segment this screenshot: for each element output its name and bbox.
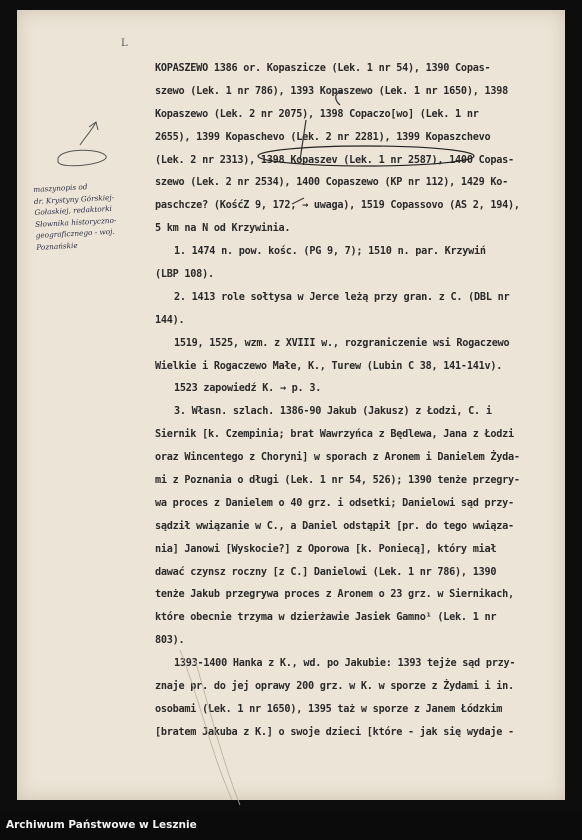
typed-line: (LBP 108). [155,269,214,281]
typewritten-text [155,58,563,745]
handnote-line: maszynopis od [33,182,88,194]
typed-line: Kopaszewo (Lek. 2 nr 2075), 1398 Copaczo[wo] (Lek. 1 nr [155,108,479,120]
typed-line: (Lek. 2 nr 2313), 1398 Kopaszev (Lek. 1 nr 2587), 1400 Copas- [155,154,514,166]
typed-line: 3. Własn. szlach. 1386-90 Jakub (Jakusz) z Łodzi, C. i [174,406,492,418]
typed-line: 1393-1400 Hanka z K., wd. po Jakubie: 1393 tejże sąd przy- [174,658,516,670]
typed-line: nia] Janowi [Wyskocie?] z Oporowa [k. Poniecą], który miał [155,543,497,555]
handnote-line: geograficznego - woj. [35,227,115,241]
typed-line: wa proces z Danielem o 40 grz. i odsetki; Danielowi sąd przy- [155,497,514,509]
typed-line: szewo (Lek. 2 nr 2534), 1400 Copaszewo (KP nr 112), 1429 Ko- [155,177,509,189]
typed-line: osobami (Lek. 1 nr 1650), 1395 taż w sporze z Janem Łódzkim [155,703,503,715]
typed-line: dawać czynsz roczny [z C.] Danielowi (Lek. 1 nr 786), 1390 [155,566,497,578]
typed-line: znaje pr. do jej oprawy 200 grz. w K. w sporze z Żydami i in. [155,681,514,693]
typed-line: 5 km na N od Krzywinia. [155,223,291,235]
typed-line: 144). [155,314,185,326]
typed-line: które obecnie trzyma w dzierżawie Jasiek Gamno¹ (Lek. 1 nr [155,612,497,624]
typed-line: [bratem Jakuba z K.] o swoje dzieci [które - jak się wydaje - [155,726,514,738]
typed-line: Siernik [k. Czempinia; brat Wawrzyńca z Będlewa, Jana z Łodzi [155,429,514,441]
typed-line: szewo (Lek. 1 nr 786), 1393 Kopaszewo (Lek. 1 nr 1650), 1398 [155,85,509,97]
handnote-line: Gołaskiej, redaktorki [34,204,113,218]
typed-line: 2655), 1399 Kopaschevo (Lek. 2 nr 2281), 1399 Kopaszchevo [155,131,491,143]
corner-mark: L [121,38,128,49]
typed-line: 1523 zapowiedź K. → p. 3. [174,383,322,395]
archive-footer [0,812,582,840]
typed-line: 2. 1413 role sołtysa w Jerce leżą przy gran. z C. (DBL nr [174,291,510,303]
typed-line: tenże Jakub przegrywa proces z Aronem o 23 grz. w Siernikach, [155,589,514,601]
typed-line: 803). [155,635,185,647]
handwritten-margin-note [33,178,146,253]
typed-line: Wielkie i Rogaczewo Małe, K., Turew (Lubin C 38, 141-141v). [155,360,503,372]
typed-line: paschcze? (KośćZ 9, 172, → uwaga), 1519 Copassovo (AS 2, 194), [155,200,520,212]
handnote-line: Słownika historyczno- [34,215,117,229]
handnote-line: Poznańskie [36,240,78,252]
typed-line: oraz Wincentego z Choryni] w sporach z Aronem i Danielem Żyda- [155,452,520,464]
typed-line: sądził wwiązanie w C., a Daniel odstąpił [pr. do tego wwiąza- [155,520,514,532]
typed-line: 1519, 1525, wzm. z XVIII w., rozgraniczenie wsi Rogaczewo [174,337,510,349]
typed-line: KOPASZEWO 1386 or. Kopaszicze (Lek. 1 nr 54), 1390 Copas- [155,63,491,74]
handnote-line: dr. Krystyny Górskiej- [33,192,115,206]
typed-line: 1. 1474 n. pow. kośc. (PG 9, 7); 1510 n. par. Krzywiń [174,246,486,258]
archive-label: Archiwum Państwowe w Lesznie [6,819,197,831]
typed-line: mi z Poznania o długi (Lek. 1 nr 54, 526); 1390 tenże przegry- [155,475,520,487]
